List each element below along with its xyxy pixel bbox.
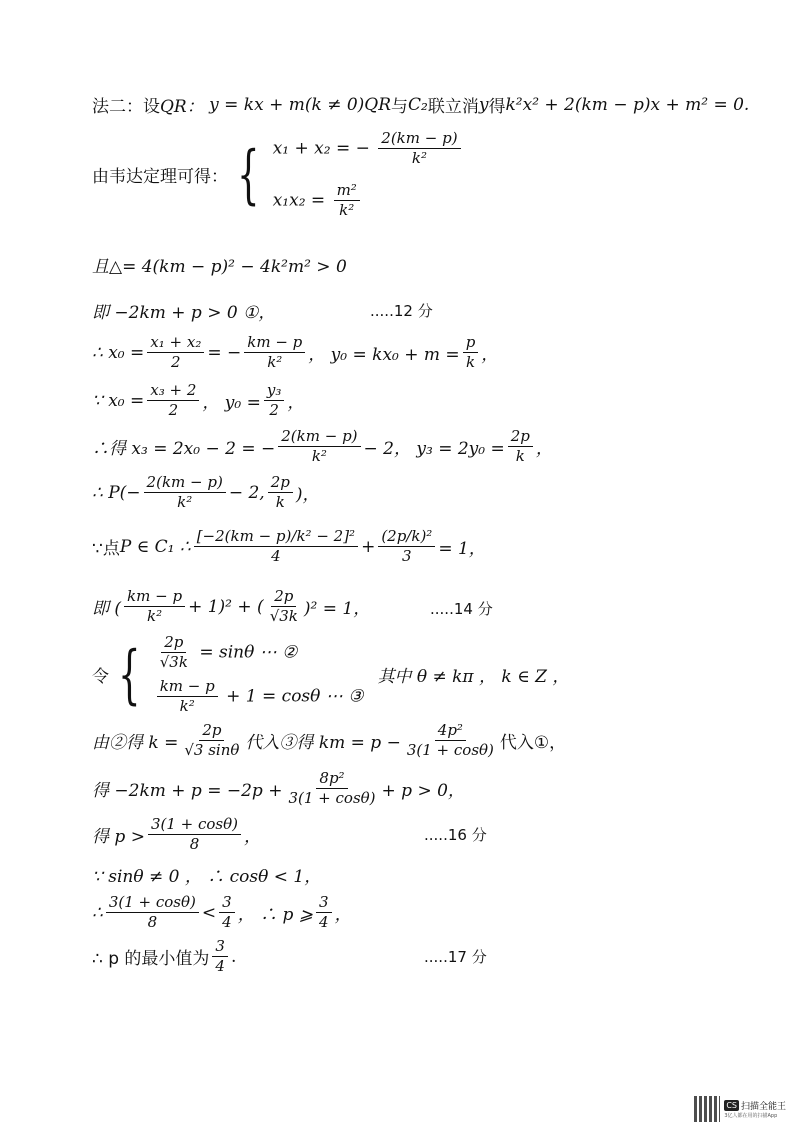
- num: 2p: [268, 474, 293, 493]
- text: 联立消: [427, 97, 479, 117]
- num: p: [463, 334, 479, 353]
- line-7: [92, 428, 553, 466]
- num: m²: [334, 182, 360, 201]
- text: 与: [391, 97, 409, 117]
- den: k²: [311, 447, 327, 466]
- num: 4p²: [435, 722, 466, 741]
- fraction: [316, 894, 332, 932]
- text: 代入①，: [499, 733, 567, 754]
- fraction: [157, 678, 218, 716]
- fraction: [278, 428, 360, 466]
- line-8: [92, 474, 320, 512]
- num: 2p: [161, 634, 186, 653]
- den: 2: [168, 401, 179, 420]
- row-product: [273, 182, 464, 220]
- math: P ∈ C₁ ∴: [119, 536, 191, 557]
- num: 3(1 + cosθ): [148, 816, 241, 835]
- score-16: .....16 分: [424, 826, 487, 844]
- num: 2(km − p): [378, 130, 460, 149]
- den: k²: [147, 607, 163, 626]
- math: 且△= 4(km − p)² − 4k²m² > 0: [92, 257, 347, 277]
- text: 法二：设: [92, 97, 160, 117]
- den: k²: [179, 696, 195, 715]
- fraction: [244, 334, 305, 372]
- math: = −: [207, 342, 242, 363]
- fraction: [404, 722, 497, 760]
- brand-sub: 3亿人都在用的扫描App: [724, 1113, 778, 1119]
- line-2-vieta: [92, 130, 464, 219]
- row-sum: [273, 130, 464, 168]
- math: 得 p >: [92, 827, 145, 848]
- fraction: [378, 528, 435, 566]
- num: [−2(km − p)/k² − 2]²: [194, 528, 358, 547]
- fraction: [144, 474, 226, 512]
- den: 8: [189, 835, 200, 854]
- math: − 2,: [228, 482, 265, 503]
- fraction: [268, 474, 293, 512]
- num: 2p: [271, 588, 296, 607]
- den: √3k: [269, 607, 298, 626]
- den: 4: [215, 957, 225, 976]
- math: ∵ sinθ ≠ 0 ， ∴ cosθ < 1，: [92, 867, 322, 887]
- den: 4: [319, 913, 329, 932]
- brace: {: [118, 637, 141, 712]
- brand-name: 扫描全能王: [740, 1102, 786, 1112]
- den: k²: [339, 200, 355, 219]
- den: 2: [269, 401, 279, 420]
- math: ∴: [92, 902, 103, 923]
- equation-system: [109, 634, 363, 715]
- math: = 1，: [438, 539, 486, 560]
- math: ，: [535, 439, 553, 460]
- den: 3(1 + cosθ): [288, 789, 376, 808]
- math: )² = 1，: [303, 599, 371, 620]
- den: √3k: [159, 653, 188, 672]
- den: 4: [222, 913, 232, 932]
- text: 由韦达定理可得：: [92, 167, 228, 187]
- line-13: [92, 770, 465, 808]
- fraction: [148, 816, 241, 854]
- fraction: [219, 894, 235, 932]
- den: k: [275, 493, 285, 512]
- score-17: .....17 分: [424, 948, 487, 966]
- math: ， ∴ p ⩾: [237, 905, 314, 926]
- math: ∴得 x₃ = 2x₀ − 2 = −: [92, 439, 276, 460]
- den: k: [465, 353, 476, 372]
- math: ，: [244, 827, 261, 848]
- line-17: [92, 938, 236, 976]
- line-14: [92, 816, 261, 854]
- den: 3: [402, 547, 412, 566]
- math: 代入③得 km = p −: [245, 733, 401, 754]
- den: k²: [411, 149, 427, 168]
- math: <: [201, 902, 217, 923]
- math: + 1)² + (: [188, 596, 264, 617]
- num: 2(km − p): [144, 474, 226, 493]
- den: 3(1 + cosθ): [406, 741, 494, 760]
- brand-badge: CS: [726, 1101, 737, 1110]
- text: ∴ p 的最小值为: [92, 949, 210, 970]
- text: 得: [488, 97, 506, 117]
- den: k²: [267, 353, 283, 372]
- fraction: [508, 428, 533, 466]
- den: √3 sinθ: [184, 741, 240, 760]
- line-4: [92, 298, 275, 323]
- row-sin: [154, 634, 364, 672]
- fraction: [264, 382, 285, 420]
- line-6: [92, 382, 304, 420]
- math: − 2， y₃ = 2y₀ =: [363, 439, 505, 460]
- math: +: [361, 536, 376, 557]
- fraction: [334, 182, 360, 220]
- math: ， y₀ = kx₀ + m =: [308, 345, 460, 366]
- num: x₁ + x₂: [147, 334, 204, 353]
- math: ， y₀ =: [202, 393, 261, 414]
- line-5: [92, 334, 498, 372]
- text: QR：: [160, 97, 204, 117]
- line-3: [92, 252, 347, 277]
- den: 4: [271, 547, 281, 566]
- math: 即 (: [92, 599, 122, 620]
- math: C₂: [408, 94, 428, 115]
- score-12: .....12 分: [370, 302, 433, 320]
- num: 3: [219, 894, 235, 913]
- brace: {: [237, 137, 260, 212]
- text: 令: [92, 667, 109, 687]
- math: 其中 θ ≠ kπ ， k ∈ Z ，: [377, 667, 570, 687]
- num: km − p: [124, 588, 185, 607]
- fraction: [463, 334, 479, 372]
- den: 8: [147, 913, 158, 932]
- num: 8p²: [316, 770, 347, 789]
- row-cos: [154, 678, 364, 716]
- equation-system: [228, 130, 464, 219]
- scanner-watermark: [694, 1096, 786, 1122]
- fraction: [106, 894, 199, 932]
- math: + 1 = cosθ ⋯ ③: [226, 685, 364, 706]
- num: 2(km − p): [278, 428, 360, 447]
- fraction: [124, 588, 185, 626]
- math: ∴ P(−: [92, 482, 141, 503]
- den: 2: [171, 353, 181, 372]
- score-14: .....14 分: [430, 600, 493, 618]
- math: ∴ x₀ =: [92, 342, 145, 363]
- fraction: [267, 588, 301, 626]
- fraction: [147, 382, 199, 420]
- fraction: [147, 334, 204, 372]
- line-11: [92, 634, 569, 715]
- line-16: [92, 894, 352, 932]
- line-15: [92, 862, 321, 887]
- math: ，: [287, 393, 305, 414]
- math: ，: [334, 905, 352, 926]
- math: y = kx + m(k ≠ 0)QR: [209, 94, 392, 115]
- line-10: [92, 588, 370, 626]
- math: k²x² + 2(km − p)x + m² = 0.: [505, 94, 750, 115]
- math: 即 −2km + p > 0 ①，: [92, 303, 276, 323]
- num: 3: [212, 938, 228, 957]
- math: )，: [295, 485, 320, 506]
- den: k²: [177, 493, 193, 512]
- num: (2p/k)²: [378, 528, 435, 547]
- num: 3(1 + cosθ): [106, 894, 199, 913]
- math: = sinθ ⋯ ②: [199, 642, 298, 663]
- math: y: [478, 94, 489, 115]
- num: 2p: [199, 722, 224, 741]
- num: km − p: [244, 334, 305, 353]
- num: km − p: [157, 678, 218, 697]
- line-12: [92, 722, 566, 760]
- num: y₃: [264, 382, 285, 401]
- fraction: [194, 528, 358, 566]
- fraction: [285, 770, 378, 808]
- num: 3: [316, 894, 332, 913]
- math: x₁ + x₂ = −: [272, 138, 370, 159]
- math: x₁x₂ =: [272, 189, 326, 210]
- fraction: [181, 722, 242, 760]
- math: 得 −2km + p = −2p +: [92, 781, 283, 802]
- line-9: [92, 528, 486, 566]
- math: + p > 0，: [381, 781, 465, 802]
- fraction: [212, 938, 228, 976]
- fraction: [157, 634, 191, 672]
- math: ，: [481, 345, 499, 366]
- fraction: [378, 130, 460, 168]
- math: 由②得 k =: [92, 733, 179, 754]
- num: 2p: [508, 428, 533, 447]
- den: k: [515, 447, 525, 466]
- qr-code-icon: [694, 1096, 720, 1122]
- num: x₃ + 2: [147, 382, 199, 401]
- line-1: [92, 92, 749, 117]
- text: ∵点: [92, 539, 120, 560]
- math: .: [230, 946, 237, 967]
- math: ∵ x₀ =: [92, 390, 145, 411]
